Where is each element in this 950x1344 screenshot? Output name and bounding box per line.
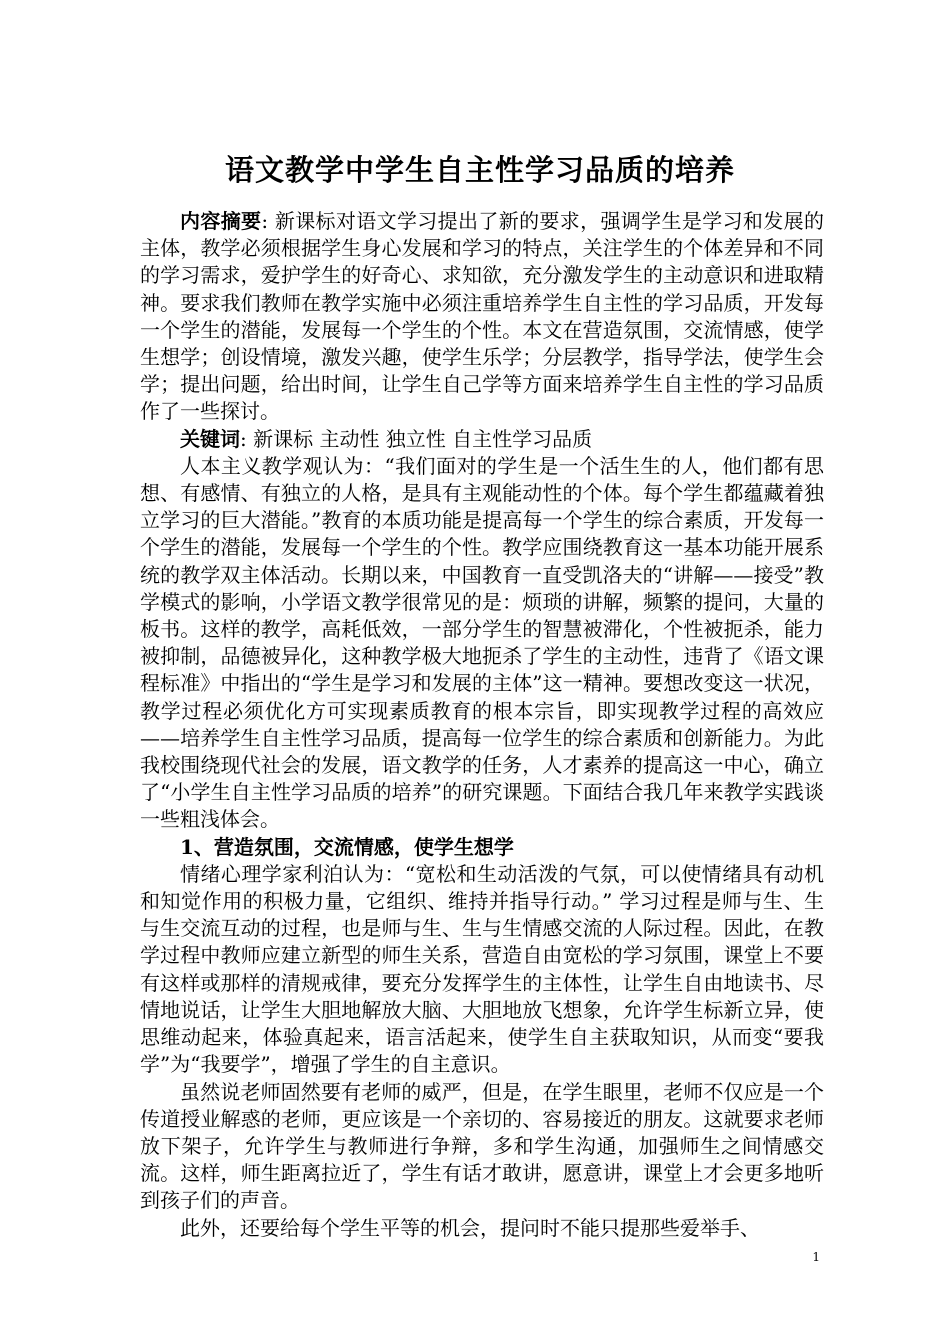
- abstract-paragraph: [140, 208, 824, 426]
- section-paragraph: 虽然说老师固然要有老师的威严，但是，在学生眼里，老师不仅应是一个传道授业解惑的老师，更应该是一个亲切的、容易接近的朋友。这就要求老师放下架子，允许学生与教师进行争辩，多和学生沟通，加强师生之间情感交流。这样，师生距离拉近了，学生有话才敢讲，愿意讲，课堂上才会更多地听到孩子们的声音。: [140, 1079, 824, 1213]
- keywords-label: 关键词: [180, 426, 240, 451]
- section-paragraph: 此外，还要给每个学生平等的机会，提问时不能只提那些爱举手、: [180, 1215, 760, 1240]
- intro-paragraph: 人本主义教学观认为：“我们面对的学生是一个活生生的人，他们都有思想、有感情、有独立的人格，是具有主观能动性的个体。每个学生都蕴藏着独立学习的巨大潜能。”教育的本质功能是提高每一个学生的综合素质，开发每一个学生的潜能，发展每一个学生的个性。教学应围绕教育这一基本功能开展系统的教学双主体活动。长期以来，中国教育一直受凯洛夫的“讲解——接受”教学模式的影响，小学语文教学很常见的是：烦琐的讲解，频繁的提问，大量的板书。这样的教学，高耗低效，一部分学生的智慧被滞化，个性被扼杀，能力被抑制，品德被异化，这种教学极大地扼杀了学生的主动性，违背了《语文课程标准》中指出的“学生是学习和发展的主体”这一精神。要想改变这一状况，教学过程必须优化方可实现素质教育的根本宗旨，即实现教学过程的高效应——培养学生自主性学习品质，提高每一位学生的综合素质和创新能力。为此我校围绕现代社会的发展，语文教学的任务，人才素养的提高这一中心，确立了“小学生自主性学习品质的培养”的研究课题。下面结合我几年来教学实践谈一些粗浅体会。: [140, 453, 824, 832]
- keywords-text: : 新课标 主动性 独立性 自主性学习品质: [240, 426, 593, 451]
- document-body: [140, 208, 824, 1242]
- abstract-label: 内容摘要: [180, 209, 262, 233]
- page-number: 1: [812, 1250, 820, 1264]
- abstract-text: : 新课标对语文学习提出了新的要求，强调学生是学习和发展的主体，教学必须根据学生身心发展和学习的特点，关注学生的个体差异和不同的学习需求，爱护学生的好奇心、求知欲，充分激发学生的主动意识和进取精神。要求我们教师在教学实施中必须注重培养学生自主性的学习品质，开发每一个学生的潜能，发展每一个学生的个性。本文在营造氛围，交流情感，使学生想学；创设情境，激发兴趣，使学生乐学；分层教学，指导学法，使学生会学；提出问题，给出时间，让学生自己学等方面来培养学生自主性的学习品质作了一些探讨。: [140, 209, 824, 424]
- section-heading: 1、营造氛围，交流情感，使学生想学: [180, 834, 514, 859]
- keywords-paragraph: [140, 426, 824, 453]
- document-title: 语文教学中学生自主性学习品质的培养: [224, 153, 735, 187]
- section-paragraph: 情绪心理学家利泊认为：“宽松和生动活泼的气氛，可以使情绪具有动机和知觉作用的积极力量，它组织、维持并指导行动。” 学习过程是师与生、生与生交流互动的过程，也是师与生、生与生情感交流的人际过程。因此，在教学过程中教师应建立新型的师生关系，营造自由宽松的学习氛围，课堂上不要有这样或那样的清规戒律，要充分发挥学生的主体性，让学生自由地读书、尽情地说话，让学生大胆地解放大脑、大胆地放飞想象，允许学生标新立异，使思维动起来，体验真起来，语言活起来，使学生自主获取知识，从而变“要我学”为“我要学”，增强了学生的自主意识。: [140, 861, 824, 1077]
